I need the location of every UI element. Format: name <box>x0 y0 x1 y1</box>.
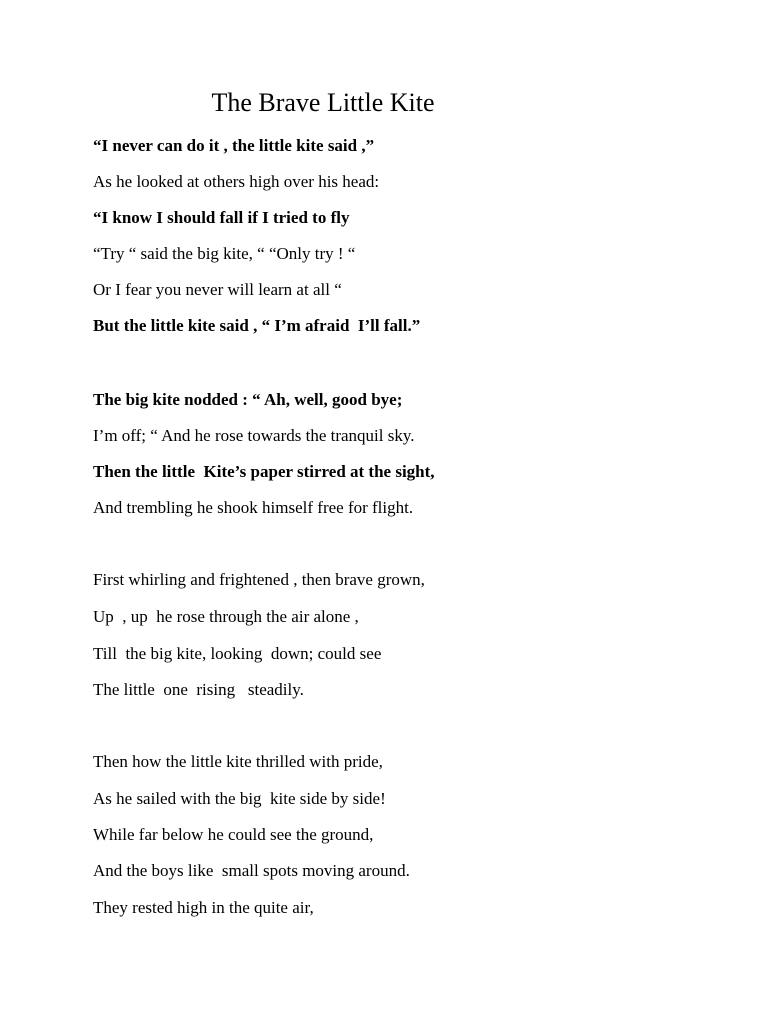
poem-line: Or I fear you never will learn at all “ <box>93 280 342 299</box>
poem-line: I’m off; “ And he rose towards the tranquil sky. <box>93 426 415 445</box>
poem-line: “I never can do it , the little kite said ,” <box>93 136 375 155</box>
poem-line: Then how the little kite thrilled with pride, <box>93 752 383 771</box>
poem-line: And the boys like small spots moving around. <box>93 861 410 880</box>
poem-line: But the little kite said , “ I’m afraid I’ll fall.” <box>93 316 421 335</box>
poem-line: They rested high in the quite air, <box>93 898 314 917</box>
poem-line: Then the little Kite’s paper stirred at the sight, <box>93 462 435 481</box>
poem-line: First whirling and frightened , then brave grown, <box>93 570 425 589</box>
poem-line: As he sailed with the big kite side by side! <box>93 789 386 808</box>
poem-line: Till the big kite, looking down; could see <box>93 644 382 663</box>
poem-line: “Try “ said the big kite, “ “Only try ! “ <box>93 244 356 263</box>
poem-line: The little one rising steadily. <box>93 680 304 699</box>
poem-line: And trembling he shook himself free for flight. <box>93 498 414 517</box>
poem-line: As he looked at others high over his head: <box>93 172 380 191</box>
poem-line: The big kite nodded : “ Ah, well, good bye; <box>93 390 403 409</box>
poem-line: “I know I should fall if I tried to fly <box>93 208 350 227</box>
poem-title: The Brave Little Kite <box>211 88 435 117</box>
poem-line: While far below he could see the ground, <box>93 825 374 844</box>
poem-line: Up , up he rose through the air alone , <box>93 607 359 626</box>
